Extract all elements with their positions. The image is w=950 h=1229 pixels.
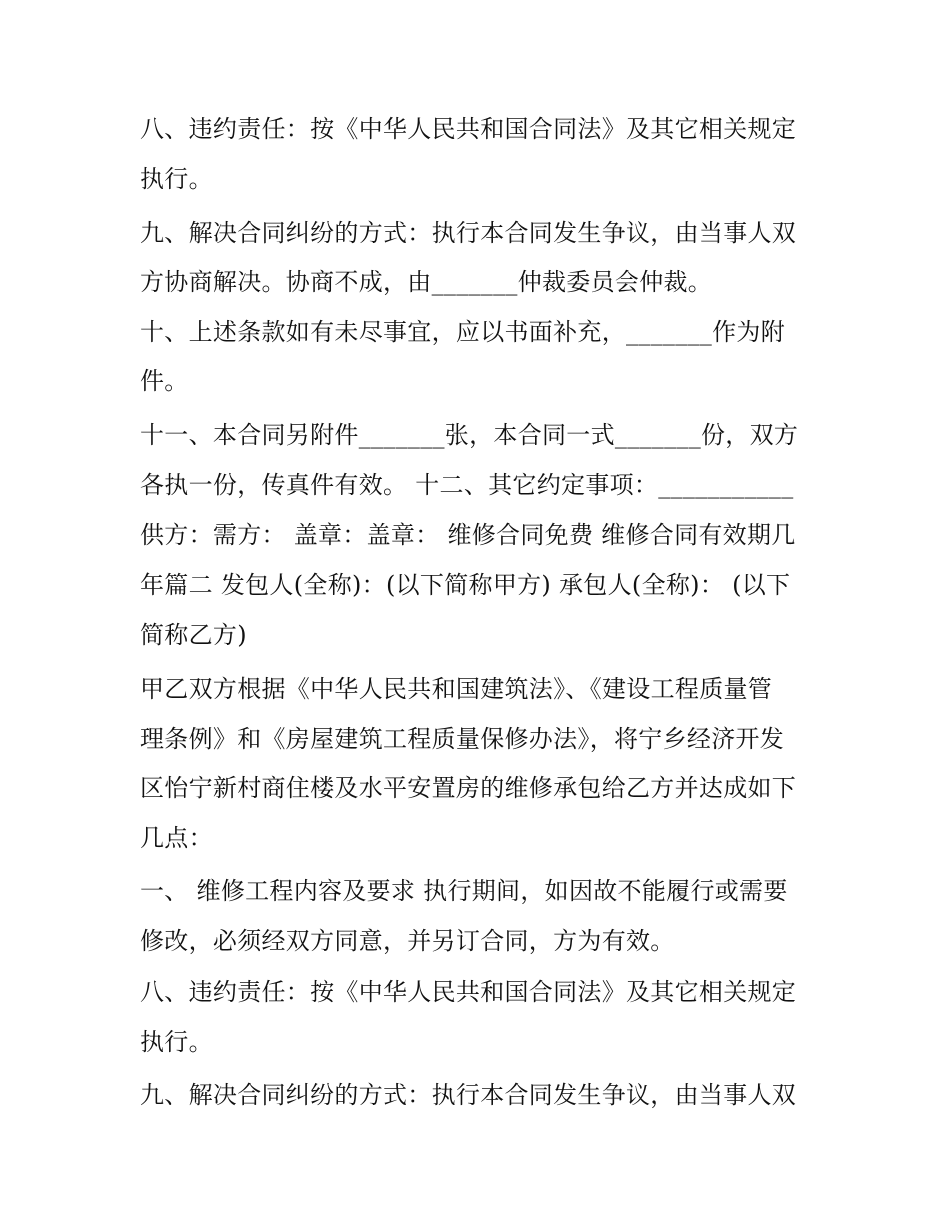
text-line: 件。 bbox=[140, 367, 189, 395]
text-line: 区怡宁新村商住楼及水平安置房的维修承包给乙方并达成如下 bbox=[140, 774, 797, 802]
text-line: 八、违约责任：按《中华人民共和国合同法》及其它相关规定 bbox=[140, 115, 797, 143]
text-line: 九、解决合同纠纷的方式：执行本合同发生争议，由当事人双 bbox=[140, 219, 797, 247]
text-line: 甲乙双方根据《中华人民共和国建筑法》、《建设工程质量管 bbox=[140, 675, 773, 703]
text-line: 年篇二 发包人(全称)：(以下简称甲方) 承包人(全称)： (以下 bbox=[140, 571, 791, 599]
text-line: 理条例》和《房屋建筑工程质量保修办法》，将宁乡经济开发 bbox=[140, 725, 785, 753]
text-line: 十一、本合同另附件_______张，本合同一式_______份，双方 bbox=[140, 421, 799, 449]
text-line: 供方：需方： 盖章：盖章： 维修合同免费 维修合同有效期几 bbox=[140, 521, 796, 549]
text-line: 九、解决合同纠纷的方式：执行本合同发生争议，由当事人双 bbox=[140, 1081, 797, 1109]
text-line: 十、上述条款如有未尽事宜，应以书面补充，_______作为附 bbox=[140, 318, 785, 346]
text-line: 执行。 bbox=[140, 165, 213, 193]
text-line: 八、违约责任：按《中华人民共和国合同法》及其它相关规定 bbox=[140, 978, 797, 1006]
text-line: 方协商解决。协商不成，由_______仲裁委员会仲裁。 bbox=[140, 268, 713, 296]
text-line: 执行。 bbox=[140, 1028, 213, 1056]
text-line: 修改，必须经双方同意，并另订合同，方为有效。 bbox=[140, 927, 675, 955]
text-line: 几点： bbox=[140, 824, 213, 852]
text-line: 各执一份，传真件有效。 十二、其它约定事项：___________ bbox=[140, 471, 794, 499]
text-line: 一、 维修工程内容及要求 执行期间，如因故不能履行或需要 bbox=[140, 877, 788, 905]
text-line: 简称乙方) bbox=[140, 621, 247, 649]
